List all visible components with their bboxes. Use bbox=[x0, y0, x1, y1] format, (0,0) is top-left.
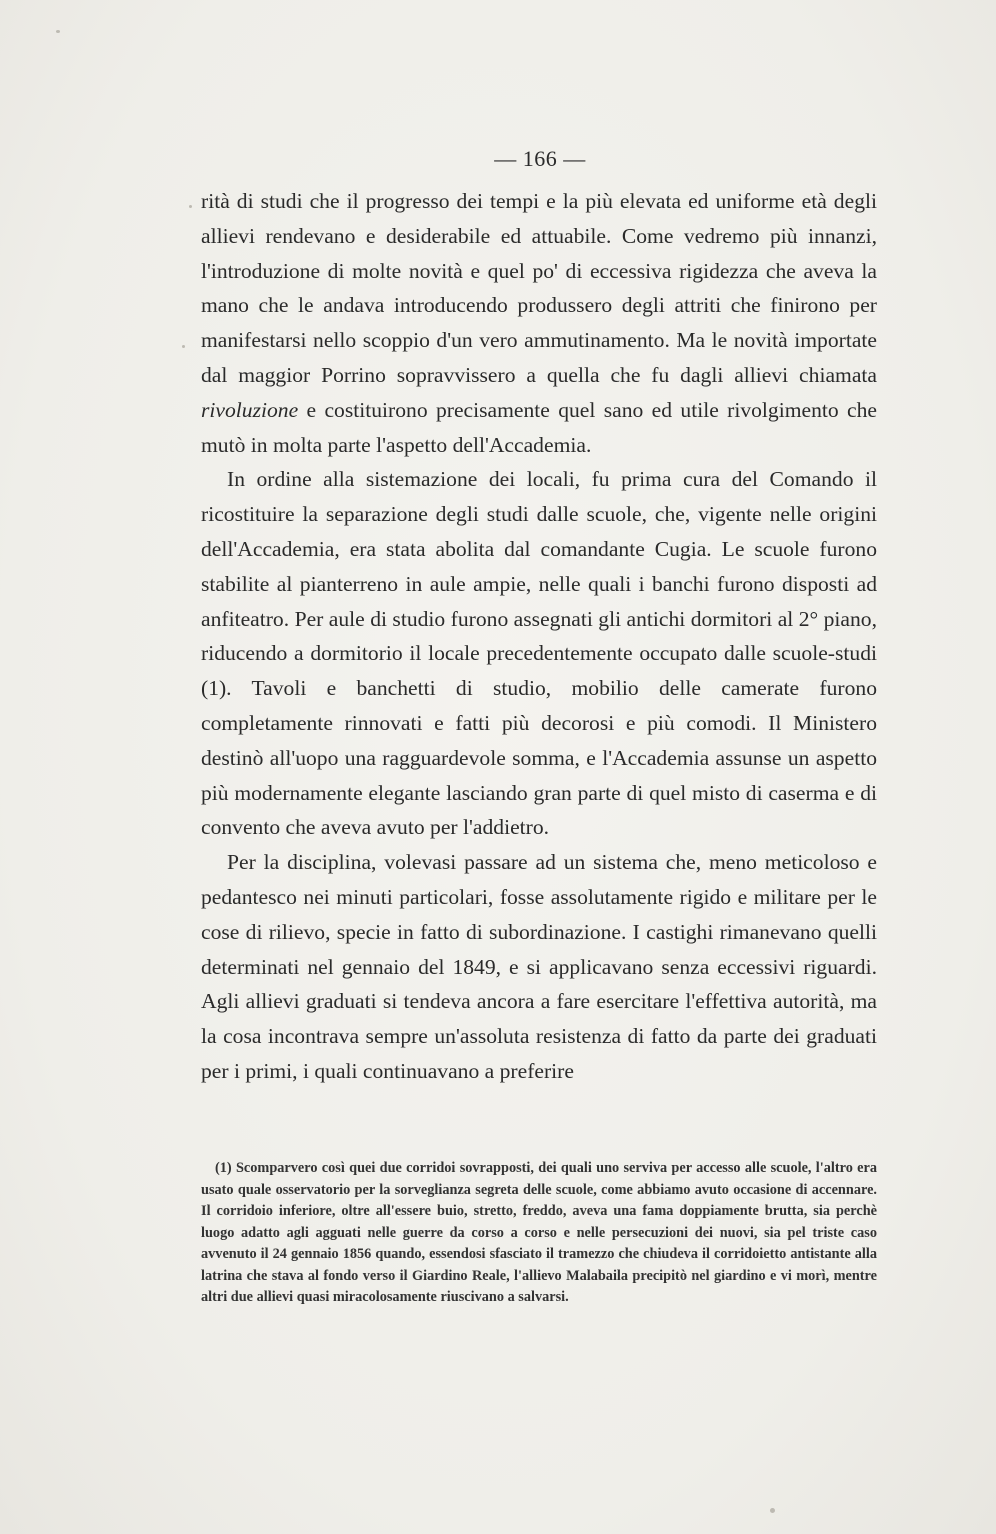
footnote-1: (1) Scomparvero così quei due corridoi sovrapposti, dei quali uno serviva per accesso alle scuole, l'altro era usato quale osservatorio per la sorveglianza segreta delle scuole, come abbiamo avuto occasione di accennare. Il corridoio inferiore, oltre all'essere buio, stretto, freddo, aveva una fama doppiamente brutta, sia perchè luogo adatto agli agguati nelle guerre da corso a corso e nelle persecuzioni dei nuovi, sia pel triste caso avvenuto il 24 gennaio 1856 quando, essendosi sfasciato il tramezzo che chiudeva il corridoietto antistante alla latrina che stava al fondo verso il Giardino Reale, l'allievo Malabaila precipitò nel giardino e vi morì, mentre altri due allievi quasi miracolosamente riuscivano a salvarsi. bbox=[201, 1160, 877, 1305]
paragraph-1 bbox=[201, 184, 877, 462]
paragraph-3: Per la disciplina, volevasi passare ad un sistema che, meno meticoloso e pedantesco nei minuti particolari, fosse assolutamente rigido e militare per le cose di rilievo, specie in fatto di subordinazione. I castighi rimanevano quelli determinati nel gennaio del 1849, e si applicavano senza eccessivi riguardi. Agli allievi graduati si tendeva ancora a fare esercitare l'effettiva autorità, ma la cosa incontrava sempre un'assoluta resistenza di fatto da parte dei graduati per i primi, i quali continuavano a preferire bbox=[201, 850, 877, 1083]
scan-speck bbox=[189, 205, 192, 208]
paragraph-2: In ordine alla sistemazione dei locali, fu prima cura del Comando il ricostituire la separazione degli studi dalle scuole, che, vigente nelle origini dell'Accademia, era stata abolita dal comandante Cugia. Le scuole furono stabilite al pianterreno in aule ampie, nelle quali i banchi furono disposti ad anfiteatro. Per aule di studio furono assegnati gli antichi dormitori al 2° piano, riducendo a dormitorio il locale precedentemente occupato dalle scuole-studi (1). Tavoli e banchetti di studio, mobilio delle camerate furono completamente rinnovati e fatti più decorosi e più comodi. Il Ministero destinò all'uopo una ragguardevole somma, e l'Accademia assunse un aspetto più modernamente elegante lasciando gran parte di quel misto di caserma e di convento che aveva avuto per l'addietro. bbox=[201, 467, 877, 840]
page-number: — 166 — bbox=[494, 146, 586, 171]
body-text bbox=[201, 184, 877, 1089]
scan-speck bbox=[182, 345, 185, 348]
scan-speck bbox=[56, 30, 60, 33]
paragraph-1-text-before: rità di studi che il progresso dei tempi e la più elevata ed uniforme età degli allievi rendevano e desiderabile ed attuabile. Come vedremo più innanzi, l'introduzione di molte novità e quel po' di eccessiva rigidezza che aveva la mano che le andava introducendo produssero degli attriti che finirono per manifestarsi nello scoppio d'un vero ammutinamento. Ma le novità importate dal maggior Porrino sopravvissero a quella che fu dagli allievi chiamata bbox=[201, 189, 877, 387]
footnotes bbox=[201, 1158, 877, 1309]
scan-speck bbox=[770, 1508, 775, 1513]
emphasis-rivoluzione: rivoluzione bbox=[201, 397, 299, 422]
paragraph-1-text-after: e costituirono precisamente quel sano ed utile rivolgimento che mutò in molta parte l'aspetto dell'Accademia. bbox=[201, 397, 877, 457]
